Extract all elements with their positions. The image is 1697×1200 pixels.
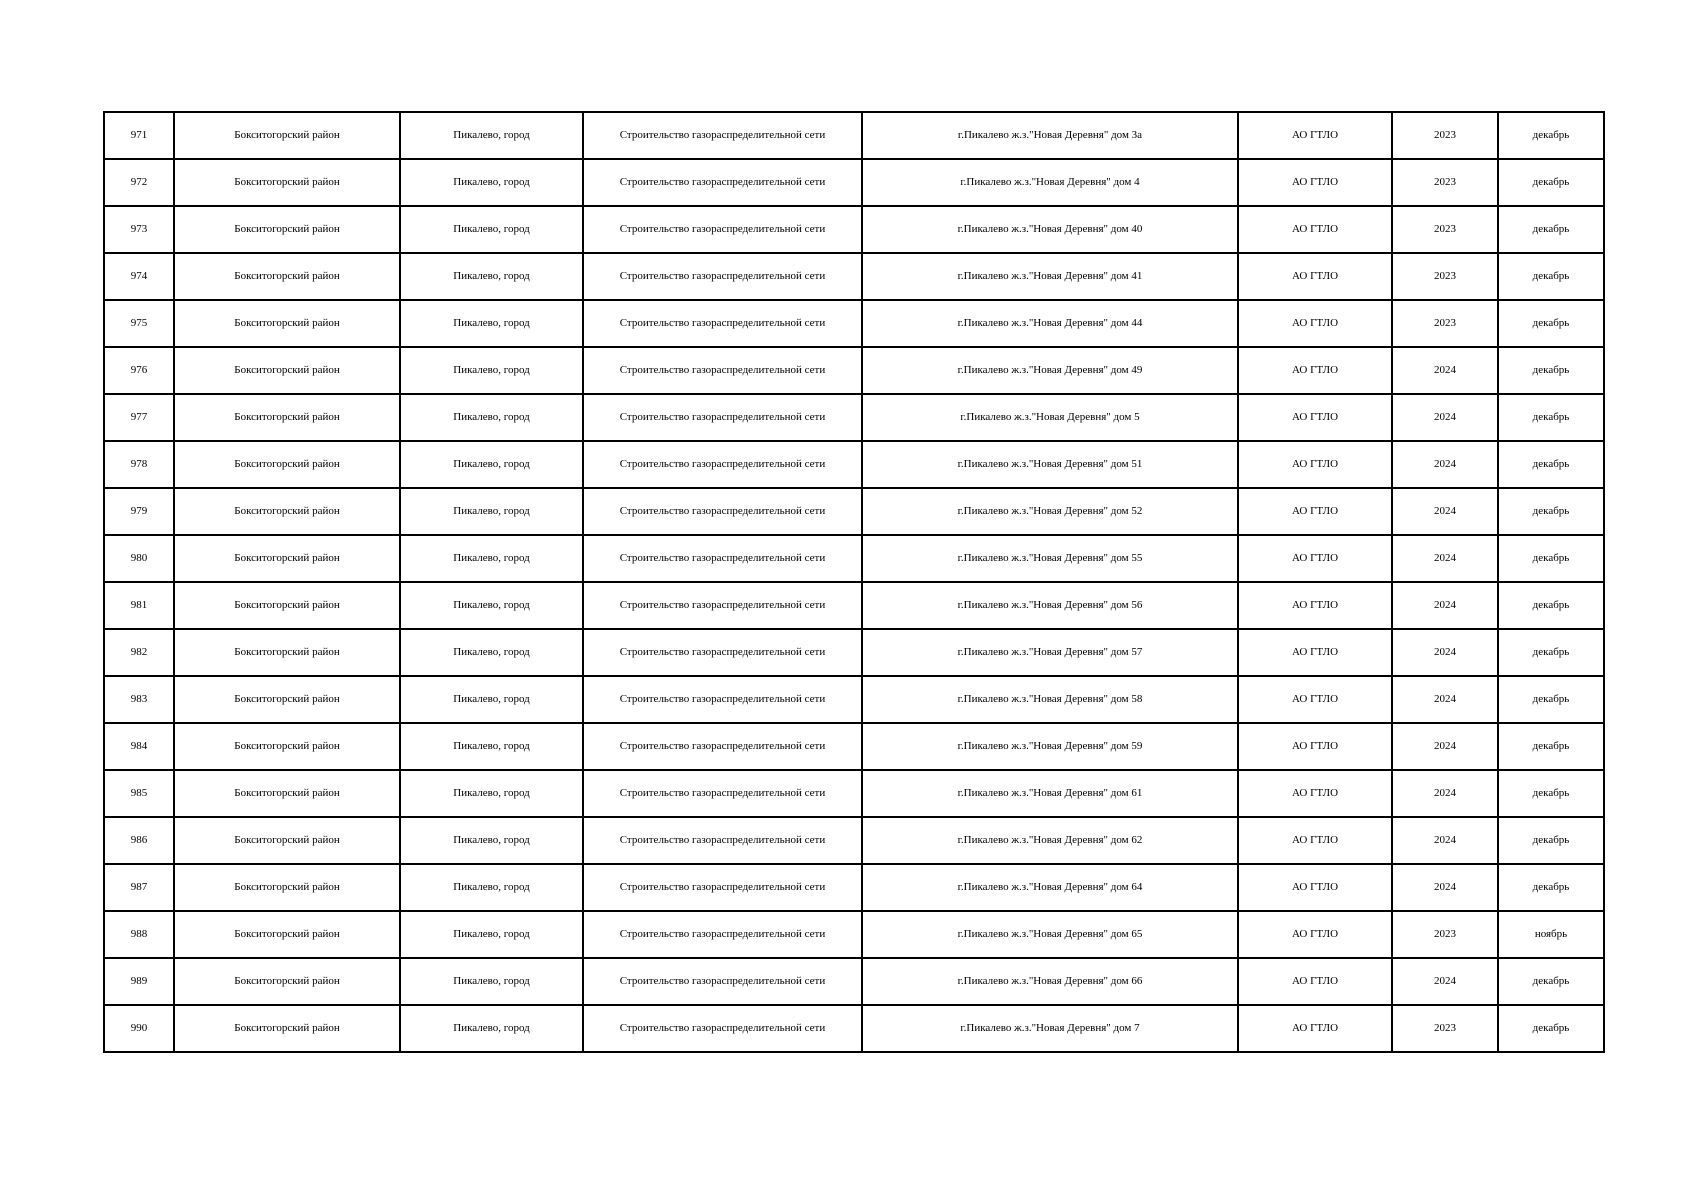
settlement-cell: Пикалево, город <box>400 864 583 911</box>
table-body <box>104 112 1604 1052</box>
table-row <box>104 911 1604 958</box>
address-cell: г.Пикалево ж.з."Новая Деревня" дом 64 <box>862 864 1238 911</box>
work-type-cell: Строительство газораспределительной сети <box>583 300 862 347</box>
organization-cell: АО ГТЛО <box>1238 441 1392 488</box>
address-cell: г.Пикалево ж.з."Новая Деревня" дом 62 <box>862 817 1238 864</box>
organization-cell: АО ГТЛО <box>1238 582 1392 629</box>
table-row <box>104 723 1604 770</box>
month-cell: декабрь <box>1498 253 1604 300</box>
work-type-cell: Строительство газораспределительной сети <box>583 488 862 535</box>
row-number-cell: 984 <box>104 723 174 770</box>
work-type-cell: Строительство газораспределительной сети <box>583 535 862 582</box>
settlement-cell: Пикалево, город <box>400 723 583 770</box>
row-number-cell: 975 <box>104 300 174 347</box>
work-type-cell: Строительство газораспределительной сети <box>583 582 862 629</box>
year-cell: 2024 <box>1392 629 1498 676</box>
work-type-cell: Строительство газораспределительной сети <box>583 817 862 864</box>
settlement-cell: Пикалево, город <box>400 206 583 253</box>
settlement-cell: Пикалево, город <box>400 958 583 1005</box>
row-number-cell: 971 <box>104 112 174 159</box>
address-cell: г.Пикалево ж.з."Новая Деревня" дом 65 <box>862 911 1238 958</box>
settlement-cell: Пикалево, город <box>400 1005 583 1052</box>
table-row <box>104 300 1604 347</box>
year-cell: 2023 <box>1392 159 1498 206</box>
year-cell: 2024 <box>1392 958 1498 1005</box>
district-cell: Бокситогорский район <box>174 159 400 206</box>
address-cell: г.Пикалево ж.з."Новая Деревня" дом 56 <box>862 582 1238 629</box>
district-cell: Бокситогорский район <box>174 300 400 347</box>
settlement-cell: Пикалево, город <box>400 441 583 488</box>
month-cell: декабрь <box>1498 817 1604 864</box>
work-type-cell: Строительство газораспределительной сети <box>583 394 862 441</box>
gasification-table <box>103 111 1605 1053</box>
address-cell: г.Пикалево ж.з."Новая Деревня" дом 3а <box>862 112 1238 159</box>
settlement-cell: Пикалево, город <box>400 676 583 723</box>
row-number-cell: 978 <box>104 441 174 488</box>
table-row <box>104 582 1604 629</box>
row-number-cell: 987 <box>104 864 174 911</box>
month-cell: декабрь <box>1498 864 1604 911</box>
settlement-cell: Пикалево, город <box>400 535 583 582</box>
address-cell: г.Пикалево ж.з."Новая Деревня" дом 49 <box>862 347 1238 394</box>
work-type-cell: Строительство газораспределительной сети <box>583 911 862 958</box>
work-type-cell: Строительство газораспределительной сети <box>583 770 862 817</box>
district-cell: Бокситогорский район <box>174 394 400 441</box>
address-cell: г.Пикалево ж.з."Новая Деревня" дом 59 <box>862 723 1238 770</box>
year-cell: 2024 <box>1392 582 1498 629</box>
organization-cell: АО ГТЛО <box>1238 535 1392 582</box>
month-cell: декабрь <box>1498 159 1604 206</box>
organization-cell: АО ГТЛО <box>1238 253 1392 300</box>
row-number-cell: 977 <box>104 394 174 441</box>
month-cell: ноябрь <box>1498 911 1604 958</box>
table-row <box>104 958 1604 1005</box>
settlement-cell: Пикалево, город <box>400 629 583 676</box>
district-cell: Бокситогорский район <box>174 112 400 159</box>
table-row <box>104 159 1604 206</box>
address-cell: г.Пикалево ж.з."Новая Деревня" дом 4 <box>862 159 1238 206</box>
table-row <box>104 535 1604 582</box>
work-type-cell: Строительство газораспределительной сети <box>583 723 862 770</box>
organization-cell: АО ГТЛО <box>1238 112 1392 159</box>
year-cell: 2024 <box>1392 394 1498 441</box>
organization-cell: АО ГТЛО <box>1238 206 1392 253</box>
address-cell: г.Пикалево ж.з."Новая Деревня" дом 58 <box>862 676 1238 723</box>
work-type-cell: Строительство газораспределительной сети <box>583 159 862 206</box>
district-cell: Бокситогорский район <box>174 347 400 394</box>
settlement-cell: Пикалево, город <box>400 582 583 629</box>
district-cell: Бокситогорский район <box>174 1005 400 1052</box>
organization-cell: АО ГТЛО <box>1238 394 1392 441</box>
work-type-cell: Строительство газораспределительной сети <box>583 206 862 253</box>
district-cell: Бокситогорский район <box>174 488 400 535</box>
row-number-cell: 980 <box>104 535 174 582</box>
year-cell: 2024 <box>1392 441 1498 488</box>
district-cell: Бокситогорский район <box>174 629 400 676</box>
address-cell: г.Пикалево ж.з."Новая Деревня" дом 55 <box>862 535 1238 582</box>
year-cell: 2023 <box>1392 1005 1498 1052</box>
table-row <box>104 817 1604 864</box>
year-cell: 2024 <box>1392 347 1498 394</box>
district-cell: Бокситогорский район <box>174 958 400 1005</box>
organization-cell: АО ГТЛО <box>1238 1005 1392 1052</box>
year-cell: 2023 <box>1392 300 1498 347</box>
organization-cell: АО ГТЛО <box>1238 723 1392 770</box>
year-cell: 2023 <box>1392 206 1498 253</box>
organization-cell: АО ГТЛО <box>1238 300 1392 347</box>
table-row <box>104 864 1604 911</box>
year-cell: 2023 <box>1392 911 1498 958</box>
year-cell: 2024 <box>1392 535 1498 582</box>
work-type-cell: Строительство газораспределительной сети <box>583 441 862 488</box>
settlement-cell: Пикалево, город <box>400 300 583 347</box>
table-row <box>104 676 1604 723</box>
row-number-cell: 985 <box>104 770 174 817</box>
table-row <box>104 253 1604 300</box>
address-cell: г.Пикалево ж.з."Новая Деревня" дом 57 <box>862 629 1238 676</box>
work-type-cell: Строительство газораспределительной сети <box>583 253 862 300</box>
row-number-cell: 972 <box>104 159 174 206</box>
address-cell: г.Пикалево ж.з."Новая Деревня" дом 61 <box>862 770 1238 817</box>
settlement-cell: Пикалево, город <box>400 347 583 394</box>
organization-cell: АО ГТЛО <box>1238 864 1392 911</box>
table-row <box>104 770 1604 817</box>
settlement-cell: Пикалево, город <box>400 159 583 206</box>
year-cell: 2024 <box>1392 488 1498 535</box>
month-cell: декабрь <box>1498 723 1604 770</box>
month-cell: декабрь <box>1498 441 1604 488</box>
table-row <box>104 441 1604 488</box>
month-cell: декабрь <box>1498 958 1604 1005</box>
address-cell: г.Пикалево ж.з."Новая Деревня" дом 5 <box>862 394 1238 441</box>
row-number-cell: 981 <box>104 582 174 629</box>
district-cell: Бокситогорский район <box>174 206 400 253</box>
month-cell: декабрь <box>1498 535 1604 582</box>
organization-cell: АО ГТЛО <box>1238 488 1392 535</box>
row-number-cell: 986 <box>104 817 174 864</box>
year-cell: 2024 <box>1392 817 1498 864</box>
organization-cell: АО ГТЛО <box>1238 159 1392 206</box>
work-type-cell: Строительство газораспределительной сети <box>583 112 862 159</box>
work-type-cell: Строительство газораспределительной сети <box>583 1005 862 1052</box>
address-cell: г.Пикалево ж.з."Новая Деревня" дом 51 <box>862 441 1238 488</box>
row-number-cell: 983 <box>104 676 174 723</box>
work-type-cell: Строительство газораспределительной сети <box>583 629 862 676</box>
month-cell: декабрь <box>1498 1005 1604 1052</box>
row-number-cell: 979 <box>104 488 174 535</box>
organization-cell: АО ГТЛО <box>1238 629 1392 676</box>
organization-cell: АО ГТЛО <box>1238 911 1392 958</box>
year-cell: 2024 <box>1392 723 1498 770</box>
table-row <box>104 394 1604 441</box>
row-number-cell: 973 <box>104 206 174 253</box>
year-cell: 2024 <box>1392 864 1498 911</box>
year-cell: 2023 <box>1392 112 1498 159</box>
table-row <box>104 488 1604 535</box>
settlement-cell: Пикалево, город <box>400 488 583 535</box>
settlement-cell: Пикалево, город <box>400 394 583 441</box>
address-cell: г.Пикалево ж.з."Новая Деревня" дом 40 <box>862 206 1238 253</box>
organization-cell: АО ГТЛО <box>1238 817 1392 864</box>
settlement-cell: Пикалево, город <box>400 911 583 958</box>
district-cell: Бокситогорский район <box>174 723 400 770</box>
table-row <box>104 629 1604 676</box>
district-cell: Бокситогорский район <box>174 441 400 488</box>
row-number-cell: 976 <box>104 347 174 394</box>
district-cell: Бокситогорский район <box>174 864 400 911</box>
month-cell: декабрь <box>1498 394 1604 441</box>
month-cell: декабрь <box>1498 629 1604 676</box>
row-number-cell: 982 <box>104 629 174 676</box>
month-cell: декабрь <box>1498 206 1604 253</box>
work-type-cell: Строительство газораспределительной сети <box>583 958 862 1005</box>
row-number-cell: 988 <box>104 911 174 958</box>
district-cell: Бокситогорский район <box>174 911 400 958</box>
settlement-cell: Пикалево, город <box>400 112 583 159</box>
month-cell: декабрь <box>1498 300 1604 347</box>
address-cell: г.Пикалево ж.з."Новая Деревня" дом 66 <box>862 958 1238 1005</box>
year-cell: 2024 <box>1392 676 1498 723</box>
address-cell: г.Пикалево ж.з."Новая Деревня" дом 7 <box>862 1005 1238 1052</box>
organization-cell: АО ГТЛО <box>1238 347 1392 394</box>
month-cell: декабрь <box>1498 347 1604 394</box>
year-cell: 2023 <box>1392 253 1498 300</box>
district-cell: Бокситогорский район <box>174 817 400 864</box>
month-cell: декабрь <box>1498 770 1604 817</box>
address-cell: г.Пикалево ж.з."Новая Деревня" дом 44 <box>862 300 1238 347</box>
address-cell: г.Пикалево ж.з."Новая Деревня" дом 52 <box>862 488 1238 535</box>
organization-cell: АО ГТЛО <box>1238 770 1392 817</box>
work-type-cell: Строительство газораспределительной сети <box>583 864 862 911</box>
month-cell: декабрь <box>1498 676 1604 723</box>
row-number-cell: 990 <box>104 1005 174 1052</box>
district-cell: Бокситогорский район <box>174 253 400 300</box>
settlement-cell: Пикалево, город <box>400 253 583 300</box>
settlement-cell: Пикалево, город <box>400 817 583 864</box>
district-cell: Бокситогорский район <box>174 582 400 629</box>
address-cell: г.Пикалево ж.з."Новая Деревня" дом 41 <box>862 253 1238 300</box>
month-cell: декабрь <box>1498 112 1604 159</box>
work-type-cell: Строительство газораспределительной сети <box>583 676 862 723</box>
table-row <box>104 112 1604 159</box>
organization-cell: АО ГТЛО <box>1238 676 1392 723</box>
district-cell: Бокситогорский район <box>174 676 400 723</box>
table-row <box>104 1005 1604 1052</box>
organization-cell: АО ГТЛО <box>1238 958 1392 1005</box>
settlement-cell: Пикалево, город <box>400 770 583 817</box>
row-number-cell: 989 <box>104 958 174 1005</box>
district-cell: Бокситогорский район <box>174 535 400 582</box>
month-cell: декабрь <box>1498 582 1604 629</box>
row-number-cell: 974 <box>104 253 174 300</box>
table-row <box>104 347 1604 394</box>
month-cell: декабрь <box>1498 488 1604 535</box>
year-cell: 2024 <box>1392 770 1498 817</box>
district-cell: Бокситогорский район <box>174 770 400 817</box>
work-type-cell: Строительство газораспределительной сети <box>583 347 862 394</box>
table-row <box>104 206 1604 253</box>
